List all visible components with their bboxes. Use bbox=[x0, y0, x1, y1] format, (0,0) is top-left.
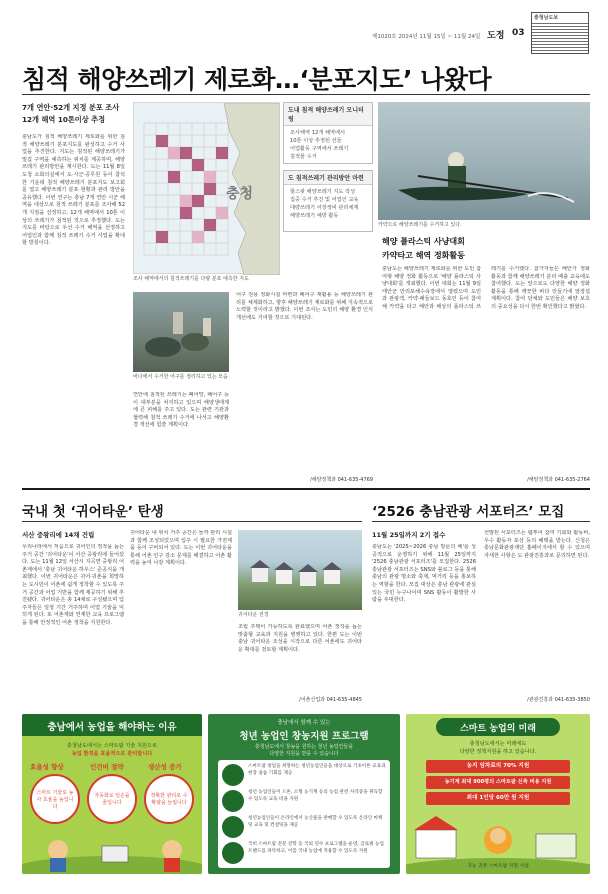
article1-body-col2 bbox=[133, 392, 229, 472]
ad1-desc2: 농업 환경을 효율적으로 관리합니다 bbox=[71, 751, 153, 757]
article3-body-col3 bbox=[238, 624, 362, 694]
ad2-item-text: 청년 농업인들이 드론, 소형 농기계 등의 농업 관련 자격증을 취득할 수 있도록 교육 비용 지원 bbox=[248, 790, 383, 802]
kayak-photo bbox=[378, 102, 590, 220]
article3-body3-text: 조립 주택이 가능하도록 완료했으며 어촌 정착을 돕는 맞춤형 교육과 지원을 병행하고 있다. 한편 도는 이번 충남 귀어타운 조성을 시작으로 다른 어촌에도 귀어타운 확대를 검토할 계획이다. bbox=[238, 624, 362, 653]
map-region-label: 충청 bbox=[226, 186, 254, 202]
management-item: 핫스팟 해양쓰레기 지도 작성 bbox=[290, 189, 356, 195]
map-caption: 조사 해역에서의 침적쓰레기를 다량 분포 예측한 지도 bbox=[133, 276, 249, 282]
ad2-item-icon bbox=[222, 816, 244, 838]
ad1-illustration bbox=[22, 826, 202, 874]
article1-body3-text: 어구 전용 정화시설 마련과 폐어구 재활용 등 해양쓰레기 관리를 체계화하고, 향후 해양쓰레기 제로화를 위해 지속적으로 노력할 것이라고 밝혔다. 이번 조사는 도민의 해양 환경 인식 개선에도 기여할 것으로 기대된다. bbox=[236, 292, 373, 321]
article3-body2-text: 귀어타운 내 위치 거주 공간은 놀까 관리 시설과 함께 조성되었으며 입주 시 필요한 가전제품 등이 구비되어 있다. 도는 이번 귀어타운을 통해 어촌 인구 감소 문제를 해결하고 어촌 활력을 높여 나갈 계획이다. bbox=[130, 530, 232, 567]
issue-info: 제1020호 2024년 11월 15일 ~ 11월 24일 bbox=[372, 34, 481, 40]
article1-body2-text: 연안에 침적된 쓰레기는 폐어망, 폐어구 등이 대부분을 차지하고 있으며 해양생태계에 큰 피해를 주고 있다. 도는 관련 기관과 협력해 침적 쓰레기 수거에 나서고 해양환경 개선에 힘쓸 계획이다. bbox=[133, 392, 229, 429]
article3-divider bbox=[22, 521, 362, 522]
ad2-desc1: 충청남도에서 창농을 원하는 청년 농업인들을 bbox=[254, 744, 354, 750]
management-item: 해양쓰레기 예방 활동 bbox=[290, 213, 339, 219]
article3-body-text: 우리나라에서 처음으로 귀어인의 정착을 돕는 주거 공간 '귀어타운'이 서산 중왕리에 들어섰다. 도는 11월 12일 서산시 지곡면 중왕리 어촌계에서 '충남 귀어타운 하우스' 준공식을 개최했다. 이번 귀어타운은 귀어·귀촌을 희망하는 도시민이 어촌에 쉽게 정착할 수 있도록 주거 공간과 어업 기반을 함께 제공하기 위해 추진됐다. 귀어타운은 총 14채로 구성됐으며 입주자들은 일정 기간 거주하며 어업 기술을 익히게 된다. 또 어촌계와 연계한 교육 프로그램을 통해 안정적인 어촌 정착을 지원한다. bbox=[22, 544, 124, 626]
ad2-item-text: 청년농업인들이 온라인에서 농산물을 판매할 수 있도록 온라인 마케팅 교육 및 컨설팅을 제공 bbox=[248, 816, 383, 828]
fishing-town-caption: 귀어타운 전경 bbox=[238, 612, 269, 618]
monitoring-item: 조사해역 12개 해역에서 bbox=[290, 130, 345, 136]
article2-title2: 카약타고 해역 정화활동 bbox=[382, 251, 465, 260]
debris-photo bbox=[133, 292, 229, 372]
management-item: 대량쓰레기 어장정비 관리체계 bbox=[290, 205, 359, 211]
article1-body-col1 bbox=[22, 134, 125, 472]
article4-body-col1 bbox=[372, 544, 476, 704]
article3-body-col1 bbox=[22, 544, 124, 704]
ad3-benefit-2: 농기계 최대 900평의 스마트팜 신축 비용 지원 bbox=[426, 776, 570, 789]
article4-author: /관광진흥과 041-635-3850 bbox=[527, 697, 590, 703]
ad1-title: 충남에서 농업을 해야하는 이유 bbox=[47, 722, 177, 733]
ad1-col1-title: 효율성 향상 bbox=[30, 763, 64, 771]
monitoring-item: 어업활동 구역에서 쓰레기 bbox=[290, 146, 349, 152]
ad2-title: 청년 농업인 창농지원 프로그램 bbox=[239, 731, 369, 742]
fishing-town-photo bbox=[238, 530, 362, 610]
debris-photo-graphic bbox=[133, 292, 229, 372]
ad1-col1-circle: 스마트 기술로 농사 효율을 높입니다 bbox=[30, 774, 80, 824]
article1-body-text: 충남도가 침적 해양쓰레기 제로화를 위한 침적 해양쓰레기 분포지도를 완성하고 수거 사업을 추진한다. 지도는 침적된 해양쓰레기가 밀집 구역을 예측하는 위치를 제공하며, 해양쓰레기 관리방안을 제시한다. 도는 11월 8일 도청 소회의실에서 도·시군·공무원 등이 참석한 가운데 침적 해양쓰레기 분포지도 보고회를 열고 해양쓰레기 분포 현황과 관리 방안을 공유했다. 이번 연구는 충남 7개 연안 시군 해역을 대상으로 침적 쓰레기 분포를 조사해 52개 지점을 선정하고, 12개 해역에서 10톤 이상의 쓰레기가 침적된 것으로 추정했다. 도는 지도를 바탕으로 우선 수거 해역을 선정하고 어업인과 함께 침적 쓰레기 수거 사업을 확대할 방침이다. bbox=[22, 134, 125, 247]
fishing-town-photo-graphic bbox=[238, 530, 362, 610]
management-box-title: 도 침적쓰레기 관리방안 마련 bbox=[284, 171, 372, 185]
newspaper-logo bbox=[531, 12, 589, 54]
ad1-col3-title: 생산성 증가 bbox=[148, 763, 182, 771]
article3-subtitle: 서산 중왕리에 14채 건립 bbox=[22, 531, 95, 539]
ad3-benefit-3: 최대 1인당 60만 원 지원 bbox=[426, 792, 570, 805]
article1-subtitle1: 7개 연안·52개 지정 분포 조사 bbox=[22, 103, 120, 112]
monitoring-item: 침적물 수거 bbox=[290, 154, 317, 160]
management-info-box bbox=[283, 170, 373, 232]
management-item: 집중 수거 추진 및 어업인 교육 bbox=[290, 197, 359, 203]
logo-text: 충청남도보 bbox=[532, 13, 588, 22]
article3-body-col2 bbox=[130, 530, 232, 704]
article4-divider bbox=[372, 521, 590, 522]
ad3-desc1: 충청남도에서는 미래에도 bbox=[469, 741, 527, 747]
article3-author: /어촌산업과 041-635-4845 bbox=[299, 697, 362, 703]
title-divider bbox=[22, 94, 590, 95]
section-divider bbox=[22, 488, 590, 490]
ad2-desc2: 다양한 지원을 받을 수 있습니다 bbox=[269, 751, 339, 757]
article4-body2-text: 선발된 서포터즈는 팸투어 참여 기회와 활동비, 우수 활동자 포상 등의 혜택을 받는다. 신청은 충남문화관광재단 홈페이지에서 할 수 있으며 자세한 사항은 도 관광진흥과로 문의하면 된다. bbox=[484, 530, 590, 559]
ad2-item-icon bbox=[222, 764, 244, 786]
ad2-item-text: 스마트팜 창업을 희망하는 청년농업인들을 대상으로 기초이론 교육과 현장 실습 기회를 제공 bbox=[248, 764, 386, 776]
ad3-desc2: 다양한 정책지원을 하고 있습니다. bbox=[459, 749, 537, 755]
ad2-item-icon bbox=[222, 790, 244, 812]
map-graphic bbox=[134, 103, 280, 275]
ad3-benefit-1: 농지 임차료의 70% 지원 bbox=[426, 760, 570, 773]
photo-caption: 바다에서 수거한 어구를 정리하고 있는 모습 bbox=[133, 374, 228, 380]
article2-body-text: 충남도는 해양쓰레기 제로화를 위한 도민 참여형 해양 정화 활동으로 '해양 플라스틱 사냥대회'를 개최했다. 이번 대회는 11월 9일 태안군 만리포해수욕장에서 열렸으며 도민과 관광객, 카약·패들보드 동호인 등이 참여해 카약을 타고 해안과 해상의 플라스틱 쓰레기를 수거했다. 참가자들은 해안가 정화 활동과 함께 해양쓰레기 분리 배출 교육에도 참여했다. 도는 앞으로도 다양한 해양 정화 활동을 통해 깨끗한 바다 만들기에 앞장설 계획이다. 참여 단체와 도민들은 해양 보호의 중요성을 다시 한번 확인했다고 밝혔다. bbox=[382, 266, 590, 310]
ad2-item-icon bbox=[222, 842, 244, 864]
ad2-item-text: 국비 스마트팜 전문 견학 등 국외 연수 프로그램을 운영, 글로벌 농업 트렌드를 파악하고, 이를 국내 농업에 적용할 수 있도록 지원 bbox=[248, 842, 384, 854]
monitoring-box-title: 도내 침적 해양쓰레기 모니터링 bbox=[284, 103, 372, 126]
kayak-photo-caption: 카약으로 해양쓰레기를 수거하고 있다. bbox=[378, 222, 462, 228]
monitoring-info-box bbox=[283, 102, 373, 164]
ad2-top-text: 충남에서 함께 수 있는 bbox=[277, 720, 331, 726]
article2-title1: 해양 플라스틱 사냥대회 bbox=[382, 237, 465, 246]
ad3-footer: 귀농 귀촌 스마트팜 지원 사업 bbox=[467, 864, 529, 869]
article1-author: /해양정책과 041-635-4769 bbox=[310, 477, 373, 483]
monitoring-item: 10톤 이상 추정된 선들 bbox=[290, 138, 342, 144]
page-number: 03 bbox=[512, 28, 525, 38]
ad-youth-program bbox=[208, 714, 400, 874]
distribution-map bbox=[133, 102, 279, 274]
article1-title: 침적 해양쓰레기 제로화…‘분포지도’ 나왔다 bbox=[22, 65, 492, 94]
ad1-desc1: 충청남도에서는 스마트팜 기술 지원으로 bbox=[66, 743, 158, 749]
ad-farming-reasons bbox=[22, 714, 202, 874]
kayak-photo-graphic bbox=[378, 102, 590, 220]
article4-body-col2 bbox=[484, 530, 590, 694]
article1-body-col3 bbox=[236, 292, 373, 472]
ad1-col2-title: 인건비 절약 bbox=[90, 763, 124, 771]
article1-subtitle2: 12개 해역 10톤이상 추정 bbox=[22, 115, 106, 124]
section-name: 도정 bbox=[487, 31, 505, 41]
ad-smart-farming bbox=[406, 714, 590, 874]
article4-body-text: 충남도는 '2025~2026 충남 방문의 해'를 성공적으로 운영하기 위해 11월 25일까지 '2526 충남관광 서포터즈'를 모집한다. 2526 충남관광 서포터즈는 SNS와 블로그 등을 통해 충남의 관광 명소와 축제, 먹거리 등을 홍보하는 역할을 한다. 모집 대상은 충남 관광에 관심 있는 국민 누구나이며 SNS 활동이 활발한 사람을 우대한다. bbox=[372, 544, 476, 604]
article2-body bbox=[382, 266, 590, 472]
article4-title: ‘2526 충남관광 서포터즈’ 모집 bbox=[372, 504, 565, 520]
article2-author: /해양정책과 041-635-2764 bbox=[527, 477, 590, 483]
ad1-col2-circle: 자동화로 일손을 줄입니다 bbox=[87, 774, 137, 824]
ad2-program-list bbox=[218, 760, 390, 868]
article4-subtitle: 11월 25일까지 2기 접수 bbox=[372, 531, 446, 539]
ad1-col3-circle: 정확한 관리로 수확량을 늘립니다 bbox=[144, 774, 194, 824]
ad3-title: 스마트 농업의 미래 bbox=[460, 724, 536, 734]
article3-title: 국내 첫 ‘귀어타운’ 탄생 bbox=[22, 504, 164, 520]
